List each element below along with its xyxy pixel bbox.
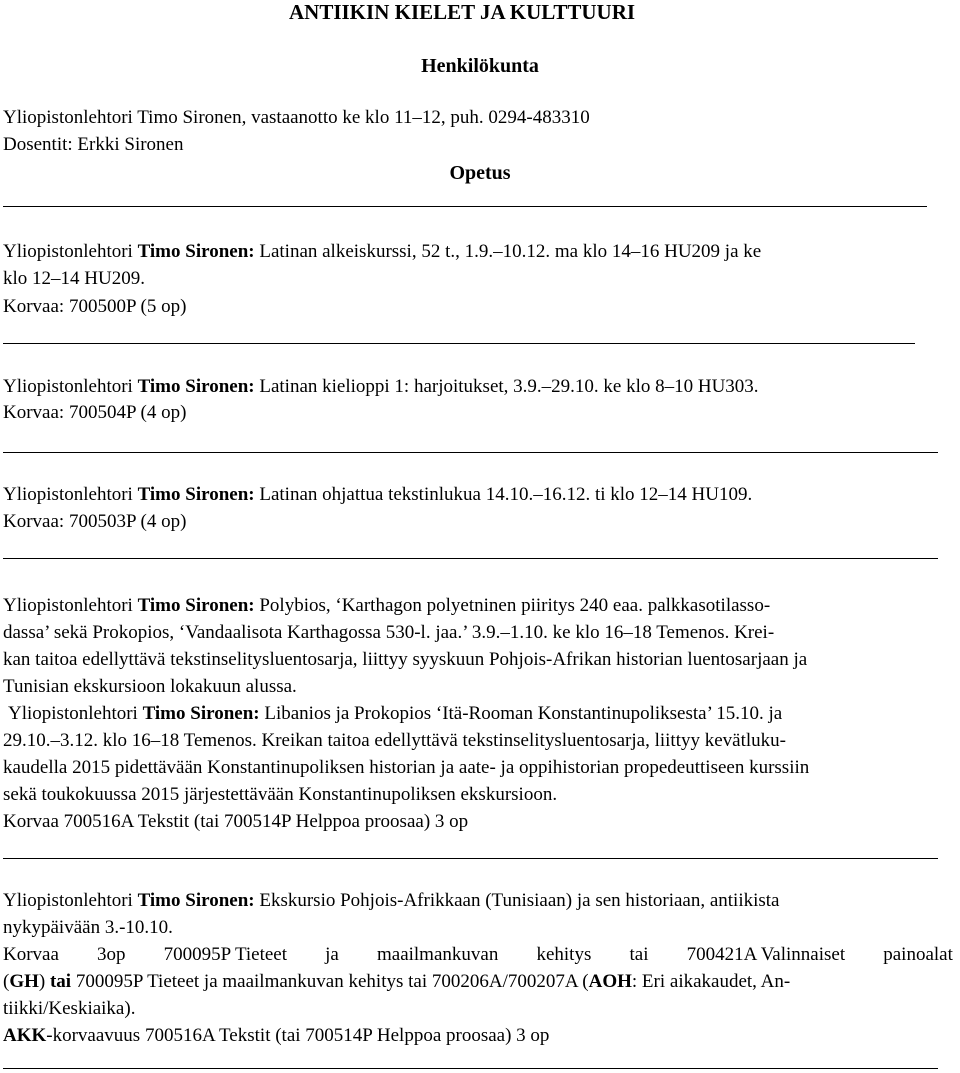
lecturer-name: Timo Sironen: (142, 703, 260, 724)
credit-word: ja (325, 944, 339, 965)
credit-word: 3op (97, 944, 126, 965)
staff-line-2: Dosentit: Erkki Sironen (3, 134, 184, 155)
credit-word: kehitys (536, 944, 592, 965)
divider-rule (3, 206, 927, 207)
credit-word: Korvaa (3, 944, 59, 965)
course-5-line-3: kaudella 2015 pidettävään Konstantinupoliksen historian ja aate- ja oppihistorian propedeuttiseen kurssiin (3, 757, 810, 778)
divider-rule (3, 452, 938, 453)
credit-text: 700095P Tieteet ja maailmankuvan kehitys tai 700206A/700207A ( (75, 971, 589, 992)
course-2-text: Latinan kielioppi 1: harjoitukset, 3.9.–29.10. ke klo 8–10 HU303. (259, 376, 759, 397)
credit-text-rest: : Eri aikakaudet, An- (631, 971, 791, 992)
course-3-text: Latinan ohjattua tekstinlukua 14.10.–16.12. ti klo 12–14 HU109. (259, 484, 753, 505)
course-3-credit: Korvaa: 700503P (4 op) (3, 511, 187, 532)
credit-word: 700095P Tieteet (163, 944, 288, 965)
akk-line (3, 1025, 549, 1047)
staff-line-1: Yliopistonlehtori Timo Sironen, vastaanotto ke klo 11–12, puh. 0294-483310 (3, 107, 590, 128)
lecturer-name: Timo Sironen: (137, 241, 255, 262)
divider-rule (3, 558, 938, 559)
divider-rule (3, 1068, 938, 1069)
course-4-line-1 (3, 595, 953, 617)
course-5-text: Libanios ja Prokopios ‘Itä-Rooman Konstantinupoliksesta’ 15.10. ja (264, 703, 783, 724)
divider-rule (3, 343, 915, 344)
akk-text: -korvaavuus 700516A Tekstit (tai 700514P Helppoa proosaa) 3 op (46, 1025, 550, 1046)
course-4-line-4: Tunisian ekskursioon lokakuun alussa. (3, 676, 297, 697)
document-title: ANTIIKIN KIELET JA KULTTUURI (289, 0, 636, 24)
course-6-line-1 (3, 890, 780, 912)
course-5-line-1 (8, 703, 782, 725)
course-3-line (3, 484, 752, 506)
lecturer-title: Yliopistonlehtori (3, 890, 133, 911)
lecturer-title: Yliopistonlehtori (3, 484, 133, 505)
lecturer-name: Timo Sironen: (137, 595, 255, 616)
course-6-credit-line-3: tiikki/Keskiaika). (3, 998, 136, 1019)
akk-abbr: AKK (3, 1025, 47, 1046)
credit-word: tai (629, 944, 649, 965)
lecturer-title: Yliopistonlehtori (3, 376, 133, 397)
course-6-credit-line-1 (3, 944, 953, 966)
course-5-line-2: 29.10.–3.12. klo 16–18 Temenos. Kreikan taitoa edellyttävä tekstinselitysluentosarja, liittyy kevätluku- (3, 730, 786, 751)
course-5-credit: Korvaa 700516A Tekstit (tai 700514P Helppoa proosaa) 3 op (3, 811, 469, 832)
course-2-line (3, 376, 759, 398)
credit-word: 700421A Valinnaiset (686, 944, 846, 965)
course-6-text: Ekskursio Pohjois-Afrikkaan (Tunisiaan) ja sen historiaan, antiikista (259, 890, 780, 911)
course-4-line-2: dassa’ sekä Prokopios, ‘Vandaalisota Karthagossa 530-l. jaa.’ 3.9.–1.10. ke klo 16–18 Temenos. Krei- (3, 622, 775, 643)
course-6-cont: nykypäivään 3.-10.10. (3, 917, 173, 938)
course-1-line (3, 241, 761, 263)
credit-word: maailmankuvan (376, 944, 499, 965)
teaching-heading: Opetus (449, 162, 511, 184)
credit-word: painoalat (883, 944, 953, 965)
staff-heading: Henkilökunta (421, 55, 539, 77)
course-1-text: Latinan alkeiskurssi, 52 t., 1.9.–10.12. ma klo 14–16 HU209 ja ke (259, 241, 762, 262)
lecturer-name: Timo Sironen: (137, 484, 255, 505)
course-1-cont: klo 12–14 HU209. (3, 268, 145, 289)
course-6-credit-line-2 (3, 971, 790, 993)
lecturer-title: Yliopistonlehtori (8, 703, 138, 724)
course-4-text: Polybios, ‘Karthagon polyetninen piiritys 240 eaa. palkkasotilasso- (259, 595, 771, 616)
gh-abbr: GH (9, 971, 39, 992)
lecturer-name: Timo Sironen: (137, 890, 255, 911)
lecturer-name: Timo Sironen: (137, 376, 255, 397)
lecturer-title: Yliopistonlehtori (3, 241, 133, 262)
course-5-line-4: sekä toukokuussa 2015 järjestettävään Konstantinupoliksen ekskursioon. (3, 784, 558, 805)
aoh-abbr: AOH (588, 971, 632, 992)
course-4-line-3: kan taitoa edellyttävä tekstinselitysluentosarja, liittyy syyskuun Pohjois-Afrikan historian luentosarjaan ja (3, 649, 808, 670)
tai-word: tai (49, 971, 72, 992)
course-2-credit: Korvaa: 700504P (4 op) (3, 402, 187, 423)
lecturer-title: Yliopistonlehtori (3, 595, 133, 616)
paren: ( (3, 971, 10, 992)
paren: ) (38, 971, 46, 992)
course-1-credit: Korvaa: 700500P (5 op) (3, 296, 187, 317)
divider-rule (3, 858, 938, 859)
